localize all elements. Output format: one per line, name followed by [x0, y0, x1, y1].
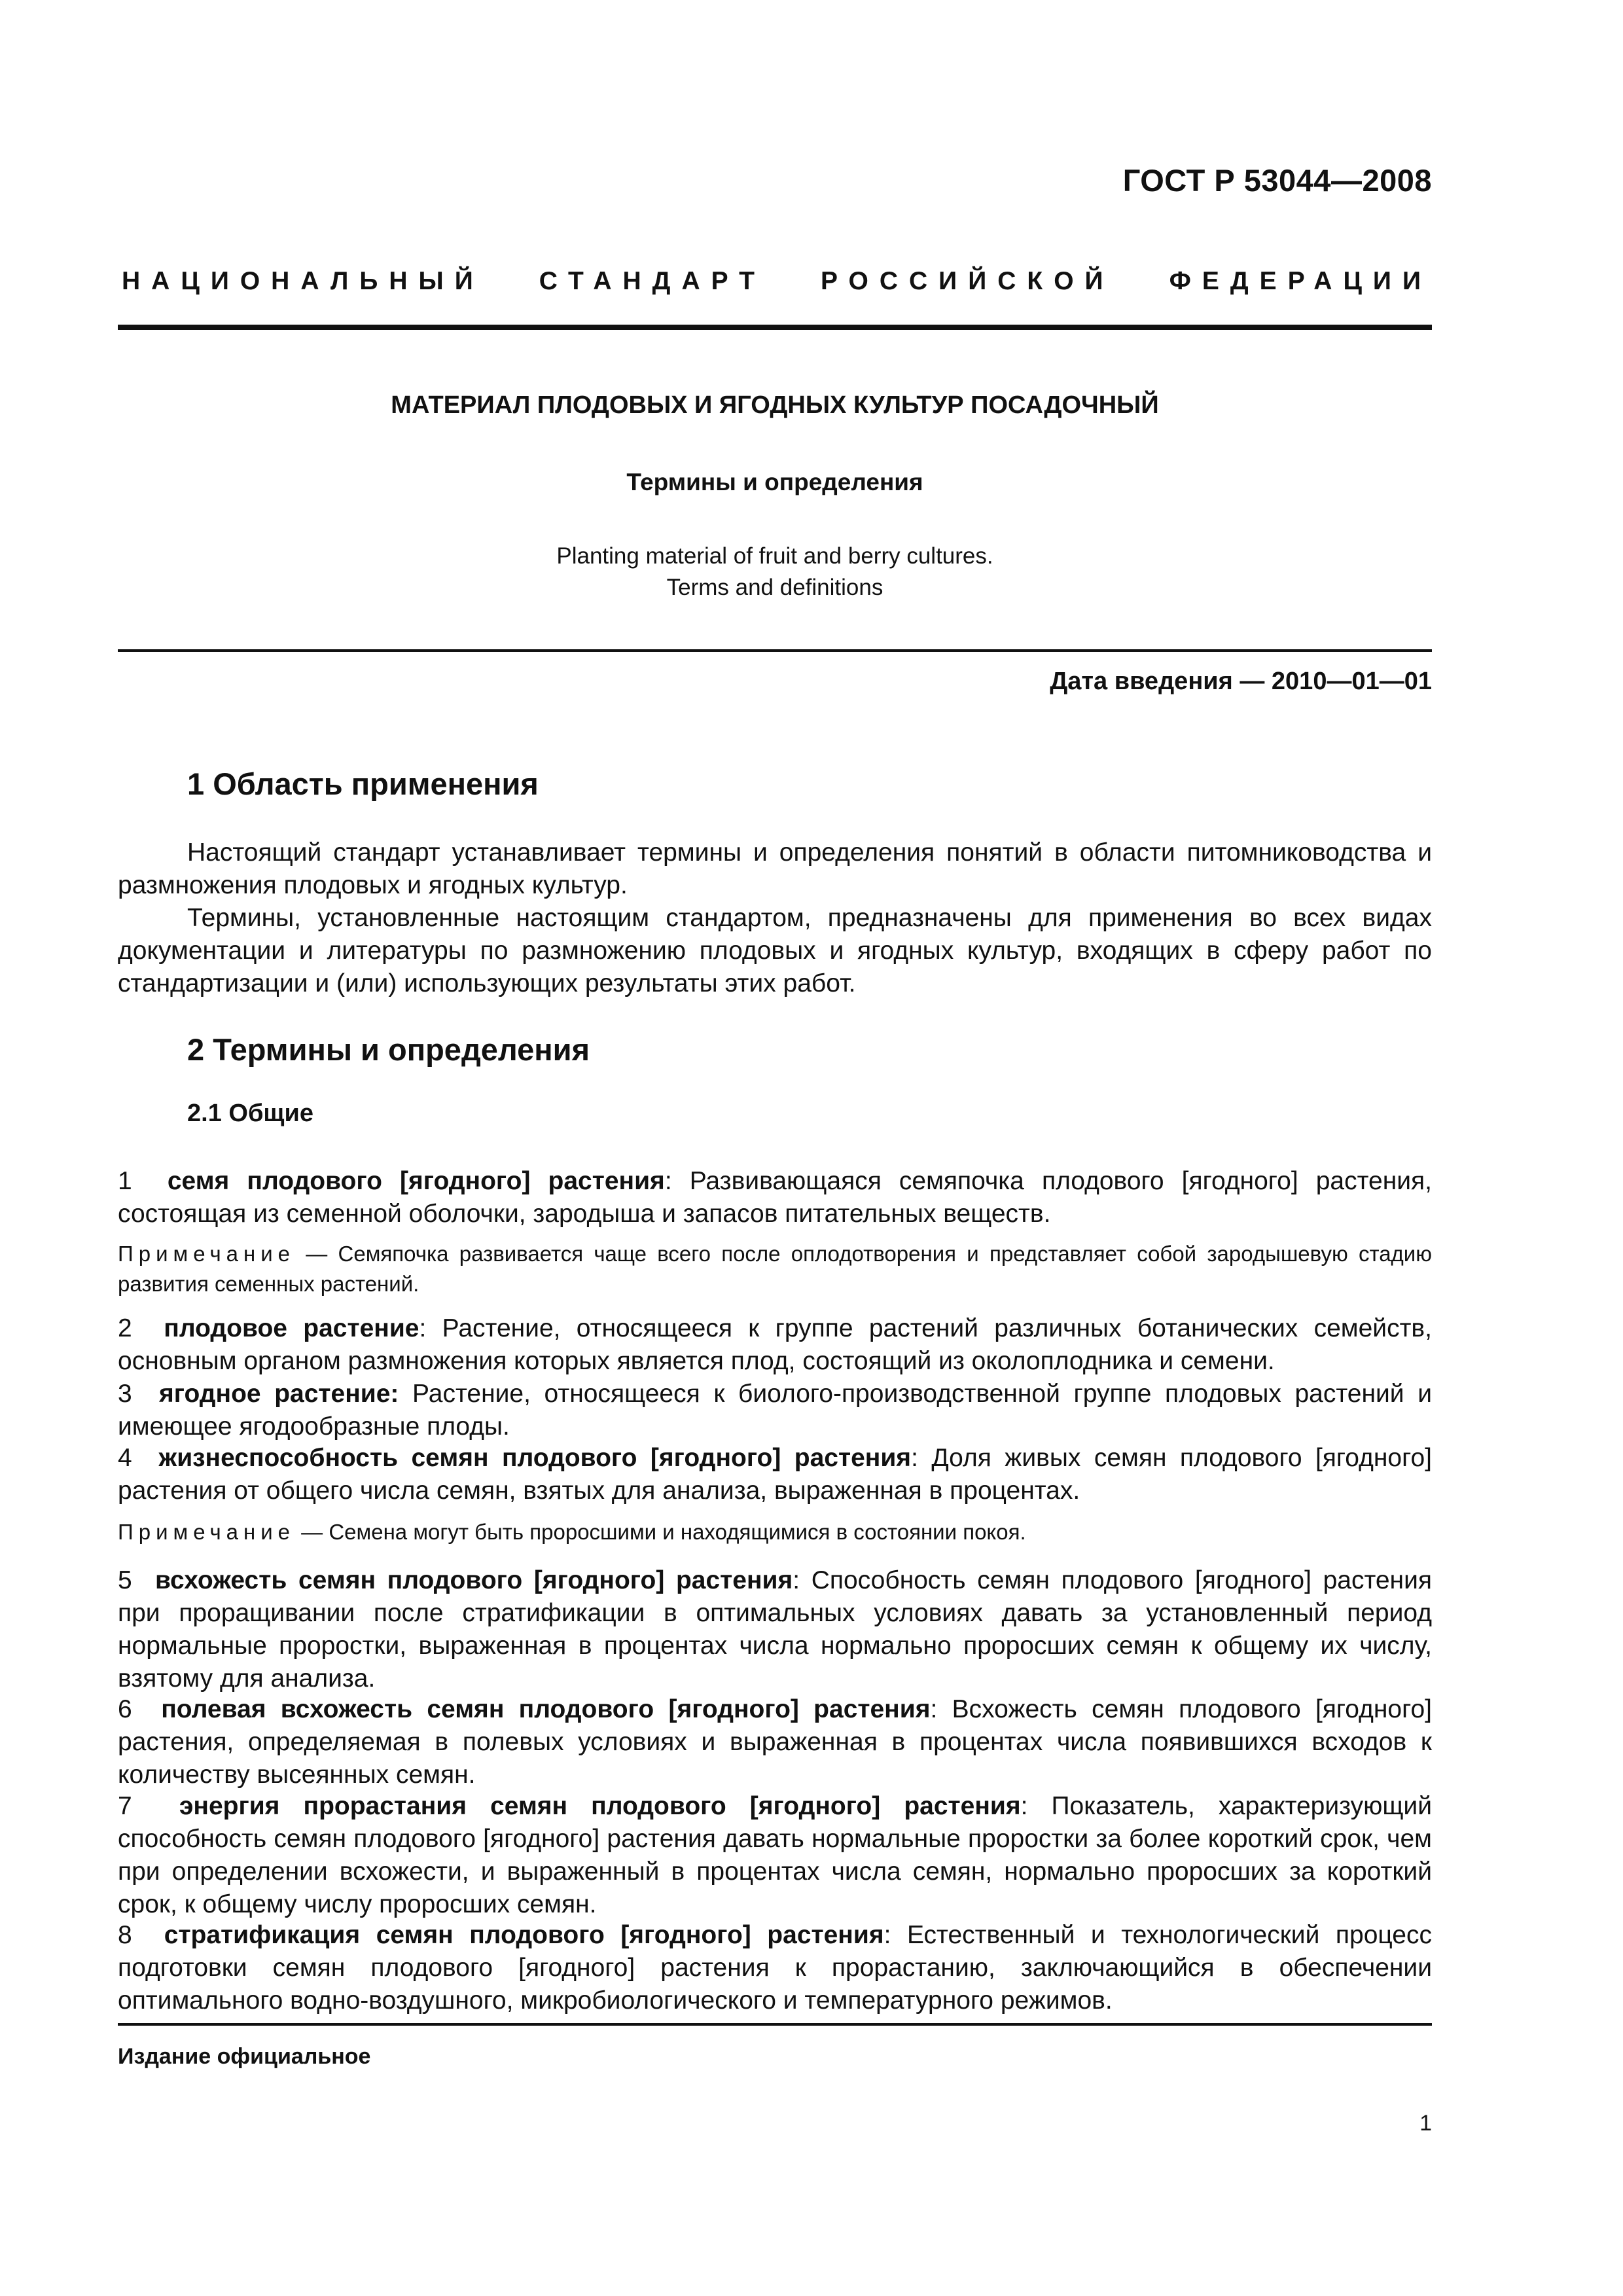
english-title-line: Planting material of fruit and berry cultures. — [556, 543, 993, 569]
term-name: семя плодового [ягодного] растения — [167, 1167, 665, 1195]
page-number: 1 — [1419, 2111, 1432, 2136]
note-text: — Семяпочка развивается чаще всего после оплодотворения и представляет собой зародышевую стадию развития семенных растений. — [118, 1242, 1432, 1296]
national-standard-heading — [122, 267, 1432, 296]
section-1-paragraph: Настоящий стандарт устанавливает термины и определения понятий в области питомниководства и размножения плодовых и ягодных культур. — [118, 838, 1432, 899]
english-title-line: Terms and definitions — [666, 575, 883, 600]
term-name: полевая всхожесть семян плодового [ягодного] растения — [161, 1695, 931, 1723]
national-standard-word: НАЦИОНАЛЬНЫЙ — [122, 267, 484, 295]
term-name: плодовое растение — [164, 1314, 419, 1342]
national-standard-word: ФЕДЕРАЦИИ — [1169, 267, 1432, 295]
term-entry-2 — [118, 1312, 1432, 1378]
header-divider — [118, 325, 1432, 330]
term-name: жизнеспособность семян плодового [ягодного] растения — [158, 1444, 912, 1472]
term-definition: : Естественный и технологический процесс подготовки семян плодового [ягодного] растения к прорастанию, заключающийся в обеспечении оптимального водно-воздушного, микробиологического и температурного режимов. — [118, 1921, 1432, 2015]
term-name: стратификация семян плодового [ягодного] растения — [164, 1921, 884, 1949]
term-definition: : Показатель, характеризующий способность семян плодового [ягодного] растения давать нормальные проростки за более короткий срок, чем при определении всхожести, и выраженный в процентах числа семян, нормально проросших за короткий срок, к общему числу проросших семян. — [118, 1792, 1433, 1918]
document-title: МАТЕРИАЛ ПЛОДОВЫХ И ЯГОДНЫХ КУЛЬТУР ПОСАДОЧНЫЙ — [391, 391, 1159, 419]
note-2 — [118, 1517, 1432, 1547]
term-definition: Растение, относящееся к биолого-производственной группе плодовых растений и имеющее ягодообразные плоды. — [118, 1380, 1433, 1441]
term-entry-4 — [118, 1442, 1432, 1507]
section-2-heading: 2 Термины и определения — [187, 1032, 590, 1067]
note-label: Примечание — [118, 1242, 296, 1266]
section-1-paragraph: Термины, установленные настоящим стандартом, предназначены для применения во всех видах документации и литературы по размножению плодовых и ягодных культур, входящих в сферу работ по стандартизации и (или) использующих результаты этих работ. — [118, 904, 1432, 997]
note-text: — Семена могут быть проросшими и находящимися в состоянии покоя. — [295, 1520, 1026, 1544]
term-definition: : Способность семян плодового [ягодного] растения при проращивании после стратификации в оптимальных условиях давать за установленный период нормальные проростки, выраженная в процентах числа нормально проросших семян к общему их числу, взятому для анализа. — [118, 1566, 1432, 1693]
term-definition: : Всхожесть семян плодового [ягодного] растения, определяемая в полевых условиях и выраженная в процентах числа появившихся всходов к количеству высеянных семян. — [118, 1695, 1432, 1789]
term-number: 3 — [118, 1380, 132, 1408]
term-number: 8 — [118, 1921, 132, 1949]
term-definition: : Развивающаяся семяпочка плодового [ягодного] растения, состоящая из семенной оболочки, зародыша и запасов питательных веществ. — [118, 1167, 1433, 1228]
note-1 — [118, 1239, 1432, 1299]
title-divider — [118, 649, 1432, 652]
term-name: энергия прорастания семян плодового [ягодного] растения — [179, 1792, 1021, 1820]
term-entry-1 — [118, 1165, 1432, 1230]
term-number: 2 — [118, 1314, 132, 1342]
edition-label: Издание официальное — [118, 2044, 371, 2069]
gost-number: ГОСТ Р 53044—2008 — [1122, 163, 1432, 198]
introduction-date: Дата введения — 2010—01—01 — [1050, 668, 1432, 695]
note-label: Примечание — [118, 1520, 296, 1544]
term-number: 5 — [118, 1566, 132, 1594]
term-number: 6 — [118, 1695, 132, 1723]
term-entry-5 — [118, 1564, 1432, 1695]
term-entry-3 — [118, 1378, 1432, 1443]
national-standard-word: РОССИЙСКОЙ — [821, 267, 1115, 295]
term-name: всхожесть семян плодового [ягодного] растения — [155, 1566, 793, 1594]
term-entry-7 — [118, 1790, 1432, 1921]
term-definition: : Доля живых семян плодового [ягодного] растения от общего числа семян, взятых для анализа, выраженная в процентах. — [118, 1444, 1432, 1505]
term-entry-8 — [118, 1919, 1432, 2017]
section-1-heading: 1 Область применения — [187, 766, 539, 801]
term-entry-6 — [118, 1693, 1432, 1791]
term-number: 1 — [118, 1167, 132, 1195]
term-definition: : Растение, относящееся к группе растений различных ботанических семейств, основным органом размножения которых является плод, состоящий из околоплодника и семени. — [118, 1314, 1432, 1375]
term-name: ягодное растение: — [158, 1380, 399, 1408]
subsection-2-1-heading: 2.1 Общие — [187, 1100, 313, 1127]
english-title — [118, 541, 1432, 603]
document-subtitle: Термины и определения — [626, 469, 923, 495]
term-number: 7 — [118, 1792, 132, 1820]
footer-divider — [118, 2023, 1432, 2026]
national-standard-word: СТАНДАРТ — [539, 267, 766, 295]
term-number: 4 — [118, 1444, 132, 1472]
